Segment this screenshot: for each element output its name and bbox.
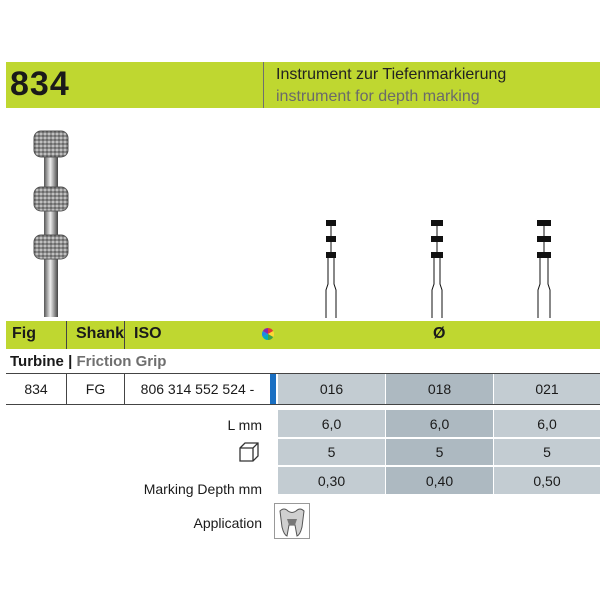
application-label: Application	[193, 515, 262, 531]
title-german: Instrument zur Tiefenmarkierung	[276, 66, 507, 83]
schematic-016	[326, 220, 336, 318]
row-bottom-line	[6, 404, 600, 405]
row-iso: 806 314 552 524 -	[140, 381, 255, 397]
length-016: 6,0	[278, 410, 385, 437]
size-021: 021	[494, 374, 600, 404]
schematic-drawings	[300, 214, 560, 320]
color-wheel-icon	[262, 328, 274, 340]
size-016: 016	[278, 374, 385, 404]
tooth-icon	[274, 503, 310, 539]
title-english: instrument for depth marking	[276, 88, 480, 105]
col-divider	[124, 321, 125, 349]
col-header-fig: Fig	[12, 325, 36, 342]
length-018: 6,0	[386, 410, 493, 437]
row-divider	[124, 374, 125, 404]
section-separator: |	[68, 353, 73, 370]
col-header-iso: ISO	[134, 325, 162, 342]
row-divider	[66, 374, 67, 404]
pack-018: 5	[386, 439, 493, 465]
col-divider	[66, 321, 67, 349]
depth-018: 0,40	[386, 467, 493, 494]
col-header-shank: Shank	[76, 325, 125, 342]
section-label	[10, 353, 166, 370]
iso-marker	[270, 374, 276, 404]
depth-label: Marking Depth mm	[143, 481, 262, 497]
section-grip: Friction Grip	[76, 353, 167, 370]
schematic-018	[431, 220, 443, 318]
depth-021: 0,50	[494, 467, 600, 494]
product-code: 834	[10, 65, 70, 103]
pack-021: 5	[494, 439, 600, 465]
bur-image	[28, 125, 88, 317]
header-divider	[263, 62, 264, 108]
schematic-021	[537, 220, 551, 318]
row-fig: 834	[24, 381, 48, 397]
length-021: 6,0	[494, 410, 600, 437]
pack-016: 5	[278, 439, 385, 465]
depth-016: 0,30	[278, 467, 385, 494]
product-row	[6, 374, 600, 404]
package-box-icon	[238, 441, 260, 463]
col-header-diameter: Ø	[433, 325, 446, 342]
size-018: 018	[386, 374, 493, 404]
column-header-bar	[6, 321, 600, 349]
length-label: L mm	[227, 417, 262, 433]
section-type: Turbine	[10, 353, 64, 370]
row-shank: FG	[85, 381, 106, 397]
